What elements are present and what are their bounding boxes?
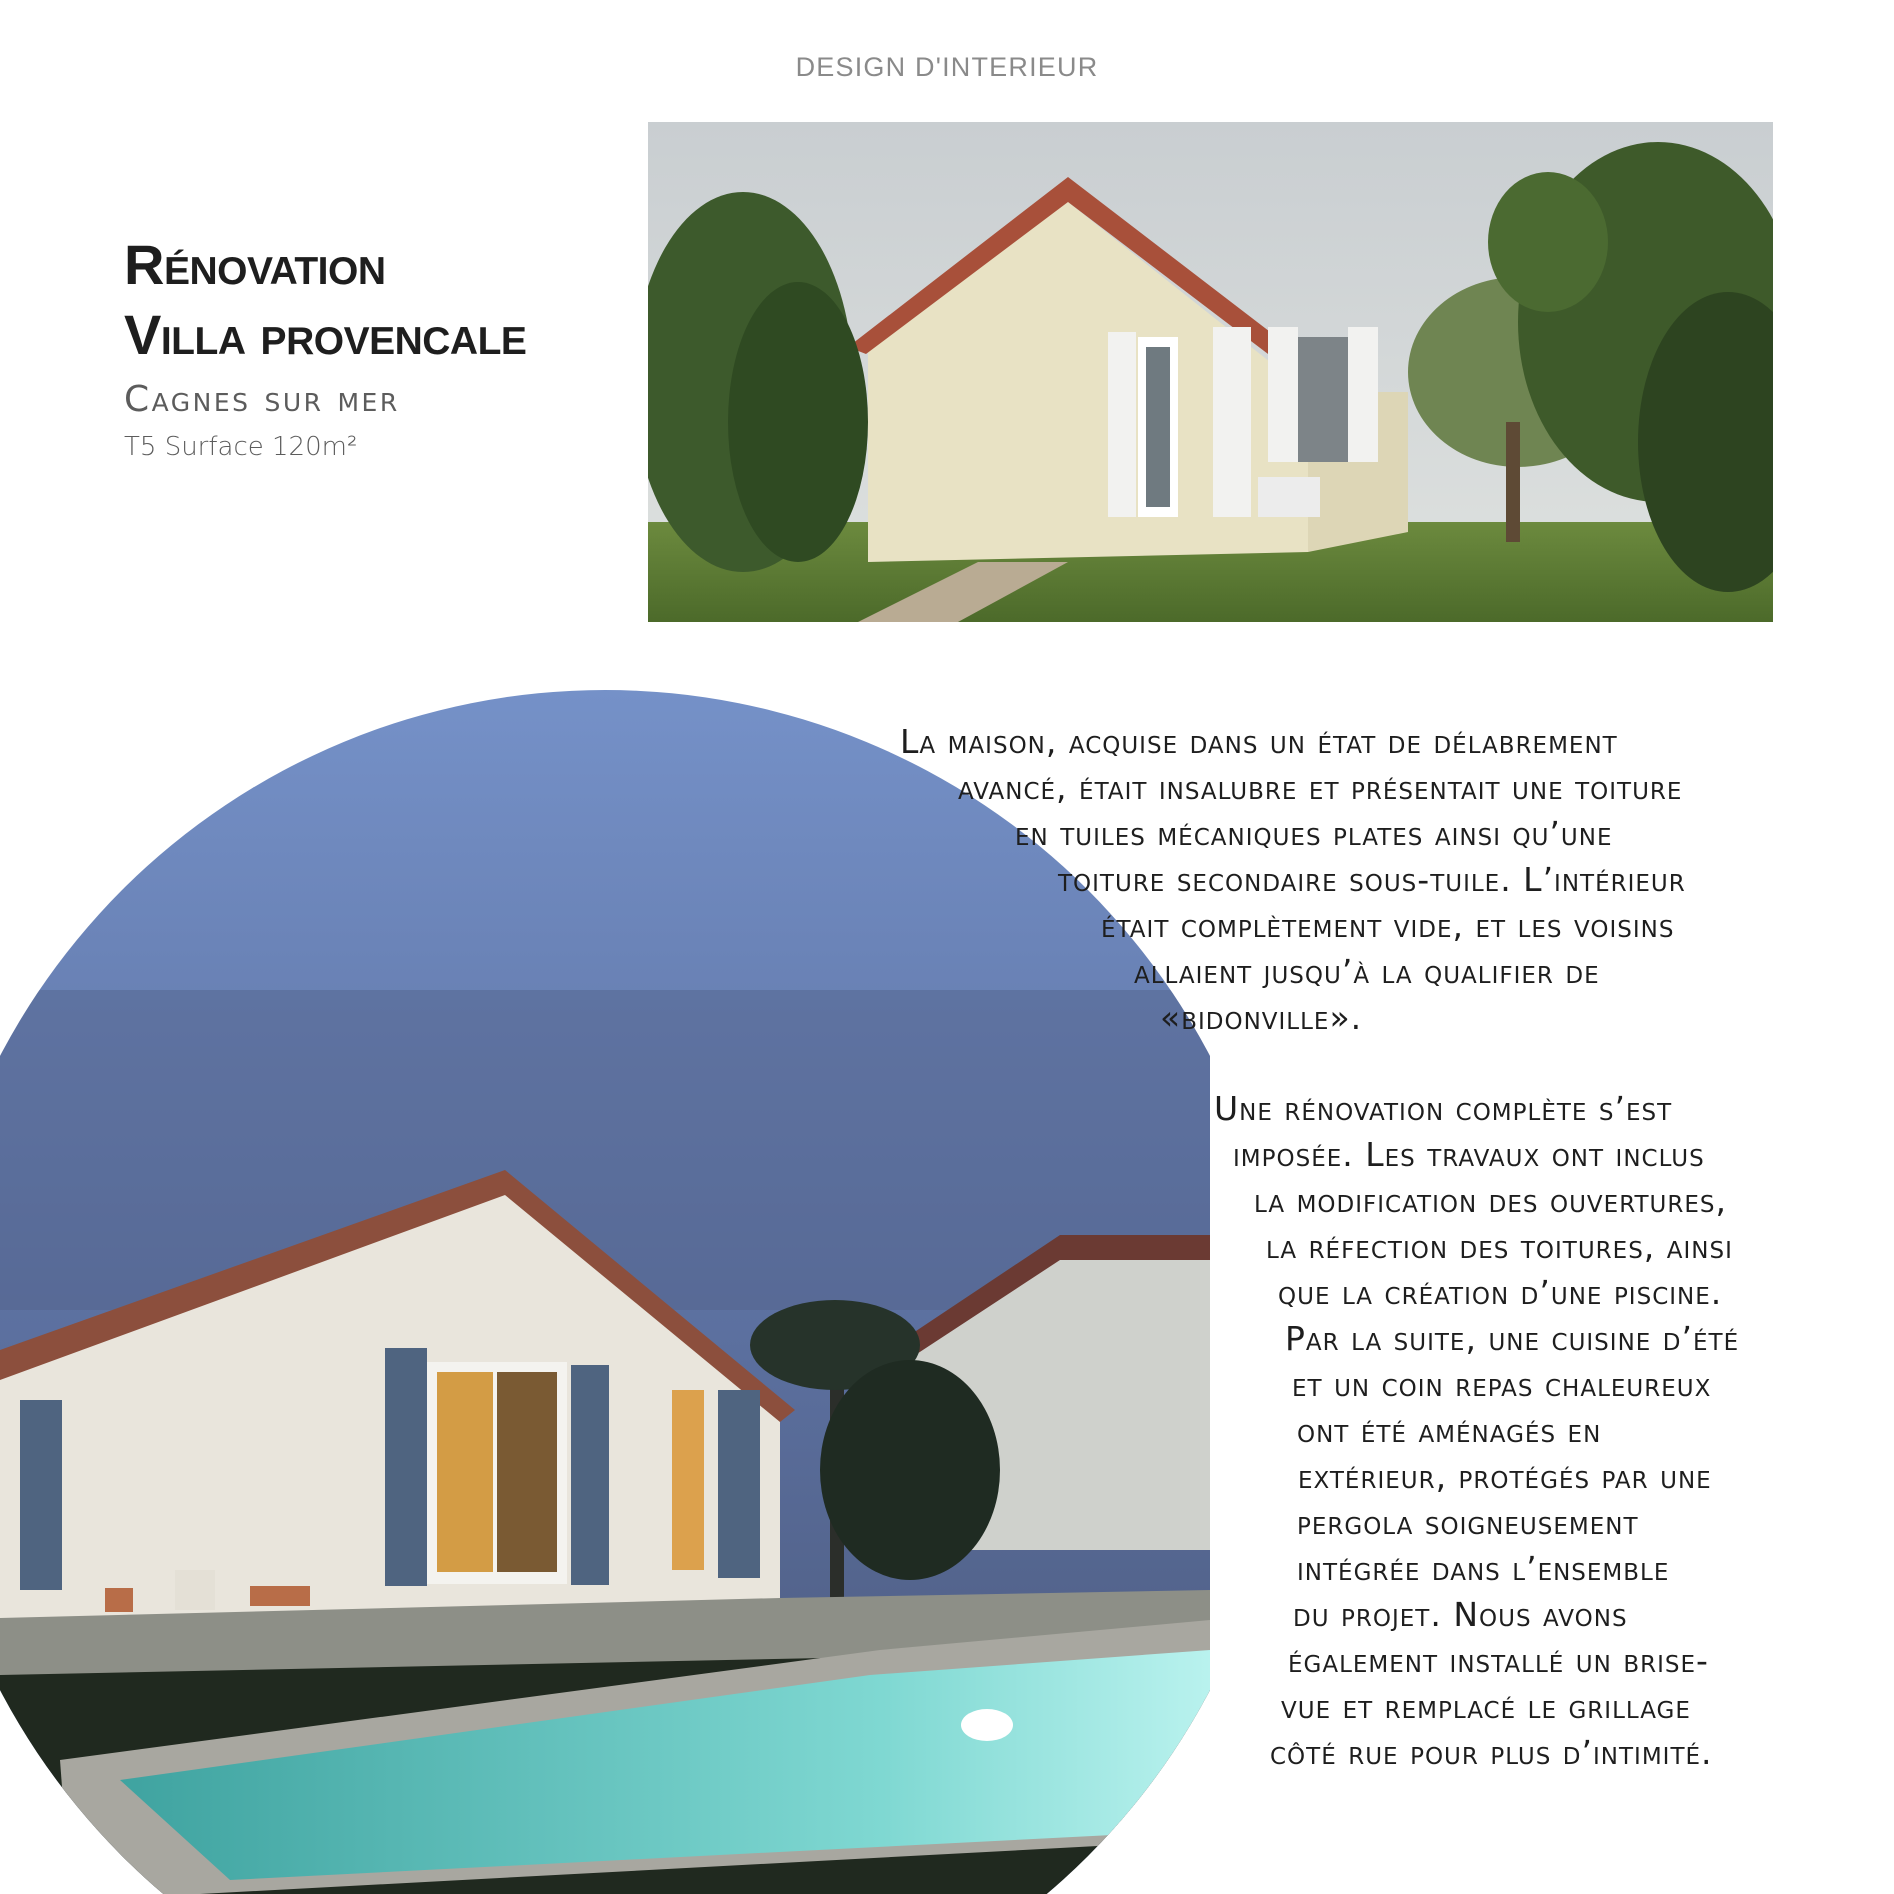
paragraph-2-line: la réfection des toitures, ainsi (1266, 1227, 1733, 1266)
project-location: Cagnes sur mer (124, 379, 400, 421)
paragraph-2-line: pergola soigneusement (1297, 1503, 1639, 1542)
project-title-line-1: Rénovation (124, 233, 386, 296)
paragraph-2-line: la modification des ouvertures, (1254, 1181, 1727, 1220)
paragraph-2-line: du projet. Nous avons (1293, 1595, 1628, 1634)
paragraph-2-line: extérieur, protégés par une (1298, 1457, 1712, 1496)
paragraph-1-line: La maison, acquise dans un état de délabrement (900, 722, 1618, 761)
paragraph-2-line: que la création d’une piscine. (1278, 1273, 1723, 1312)
project-surface: T5 Surface 120m² (124, 432, 358, 463)
paragraph-2-line: imposée. Les travaux ont inclus (1233, 1135, 1705, 1174)
paragraph-1-line: en tuiles mécaniques plates ainsi qu’une (1015, 814, 1613, 853)
paragraph-1-line: «bidonville». (1160, 998, 1363, 1037)
project-title-line-2: Villa provencale (124, 302, 527, 366)
paragraph-2-line: intégrée dans l’ensemble (1297, 1549, 1670, 1588)
paragraph-2-line: côté rue pour plus d’intimité. (1270, 1733, 1713, 1772)
villa-pool-night-photo (0, 690, 1210, 1894)
paragraph-2-line: ont été aménagés en (1297, 1411, 1602, 1450)
paragraph-1-line: allaient jusqu’à la qualifier de (1134, 952, 1600, 991)
house-exterior-photo (648, 122, 1773, 622)
paragraph-1-line: était complètement vide, et les voisins (1101, 906, 1675, 945)
paragraph-2-line: et un coin repas chaleureux (1292, 1365, 1712, 1404)
paragraph-2-line: vue et remplacé le grillage (1281, 1687, 1691, 1726)
paragraph-2-line: Par la suite, une cuisine d’été (1285, 1319, 1740, 1358)
section-label: DESIGN D'INTERIEUR (795, 52, 1099, 82)
paragraph-2-line: Une rénovation complète s’est (1214, 1089, 1673, 1128)
paragraph-1-line: toiture secondaire sous-tuile. L’intérieur (1058, 860, 1686, 899)
paragraph-1-line: avancé, était insalubre et présentait une toiture (958, 768, 1683, 807)
project-title-block (124, 234, 644, 462)
paragraph-2-line: également installé un brise- (1288, 1641, 1709, 1680)
